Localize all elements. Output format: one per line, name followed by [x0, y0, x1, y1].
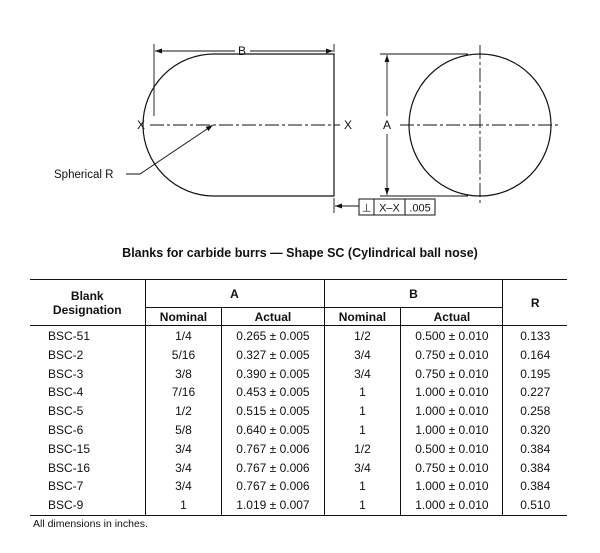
header-a-actual: Actual	[222, 308, 324, 326]
cell-r: 0.384	[503, 459, 567, 478]
dimension-b-label: B	[237, 44, 247, 58]
table-row	[30, 477, 567, 496]
header-b-nominal: Nominal	[324, 308, 401, 326]
table-title: Blanks for carbide burrs — Shape SC (Cylindrical ball nose)	[122, 246, 478, 260]
cell-b-actual: 1.000 ± 0.010	[401, 421, 503, 440]
cell-a-nominal: 7/16	[145, 383, 222, 402]
cell-b-actual: 0.750 ± 0.010	[401, 365, 503, 384]
cell-designation: BSC-2	[48, 347, 84, 362]
cell-b-actual: 0.500 ± 0.010	[401, 440, 503, 459]
cell-designation: BSC-7	[48, 479, 84, 494]
cell-r: 0.133	[503, 326, 567, 346]
cell-designation: BSC-4	[48, 385, 84, 400]
cell-b-nominal: 1/2	[324, 326, 401, 346]
cell-a-actual: 0.767 ± 0.006	[222, 477, 324, 496]
header-b-actual: Actual	[401, 308, 503, 326]
cell-r: 0.258	[503, 402, 567, 421]
table-row	[30, 402, 567, 421]
cell-a-nominal: 3/4	[145, 440, 222, 459]
table-row	[30, 459, 567, 478]
cell-b-nominal: 3/4	[324, 346, 401, 365]
blanks-table	[30, 279, 567, 516]
datum-reference: X–X	[379, 202, 400, 215]
cell-a-nominal: 5/8	[145, 421, 222, 440]
table-row	[30, 496, 567, 515]
cell-b-actual: 0.500 ± 0.010	[401, 326, 503, 346]
cell-a-actual: 0.767 ± 0.006	[222, 459, 324, 478]
cell-b-actual: 1.000 ± 0.010	[401, 383, 503, 402]
axis-label-right: X	[343, 118, 353, 132]
axis-label-left: X	[136, 118, 146, 132]
cell-a-nominal: 3/8	[145, 365, 222, 384]
header-designation: Designation	[52, 302, 122, 317]
table-row	[30, 440, 567, 459]
cell-b-nominal: 1/2	[324, 440, 401, 459]
cell-r: 0.384	[503, 477, 567, 496]
cell-b-nominal: 1	[324, 402, 401, 421]
cell-a-actual: 0.515 ± 0.005	[222, 402, 324, 421]
cell-designation: BSC-51	[48, 329, 91, 343]
tolerance-value: .005	[409, 202, 431, 215]
table-row	[30, 365, 567, 384]
cell-r: 0.320	[503, 421, 567, 440]
cell-a-actual: 0.265 ± 0.005	[222, 326, 324, 346]
cell-a-actual: 0.767 ± 0.006	[222, 440, 324, 459]
cell-b-nominal: 1	[324, 477, 401, 496]
table-body	[30, 326, 567, 516]
cell-a-nominal: 3/4	[145, 477, 222, 496]
cell-b-actual: 1.000 ± 0.010	[401, 496, 503, 515]
table-row	[30, 421, 567, 440]
cell-a-actual: 0.327 ± 0.005	[222, 346, 324, 365]
cell-a-nominal: 5/16	[145, 346, 222, 365]
cell-a-actual: 0.390 ± 0.005	[222, 365, 324, 384]
cell-b-actual: 1.000 ± 0.010	[401, 402, 503, 421]
cell-b-nominal: 1	[324, 496, 401, 515]
header-a: A	[145, 280, 324, 308]
cell-a-actual: 0.453 ± 0.005	[222, 383, 324, 402]
cell-a-nominal: 1	[145, 496, 222, 515]
cell-b-nominal: 1	[324, 383, 401, 402]
cell-r: 0.384	[503, 440, 567, 459]
cell-a-actual: 1.019 ± 0.007	[222, 496, 324, 515]
header-a-nominal: Nominal	[145, 308, 222, 326]
cell-b-nominal: 1	[324, 421, 401, 440]
cell-designation: BSC-16	[48, 460, 91, 475]
cell-b-nominal: 3/4	[324, 459, 401, 478]
footnote: All dimensions in inches.	[33, 518, 148, 530]
cell-a-nominal: 1/4	[145, 326, 222, 346]
header-blank-designation	[30, 280, 145, 326]
cell-r: 0.510	[503, 496, 567, 515]
cell-designation: BSC-5	[48, 404, 84, 419]
cell-designation: BSC-6	[48, 422, 84, 437]
cell-b-actual: 0.750 ± 0.010	[401, 459, 503, 478]
cell-r: 0.227	[503, 383, 567, 402]
table-row	[30, 346, 567, 365]
header-blank: Blank	[70, 288, 104, 303]
cell-b-actual: 0.750 ± 0.010	[401, 346, 503, 365]
spherical-radius-label: Spherical R	[54, 169, 114, 181]
perpendicularity-symbol: ⊥	[361, 202, 372, 215]
cell-a-nominal: 1/2	[145, 402, 222, 421]
cell-r: 0.195	[503, 365, 567, 384]
cell-designation: BSC-15	[48, 441, 91, 456]
cell-a-nominal: 3/4	[145, 459, 222, 478]
table-row	[30, 383, 567, 402]
cell-r: 0.164	[503, 346, 567, 365]
cell-designation: BSC-3	[48, 366, 84, 381]
cell-b-actual: 1.000 ± 0.010	[401, 477, 503, 496]
technical-drawing	[0, 0, 600, 240]
radius-leader	[126, 125, 213, 174]
dimension-a-label: A	[382, 118, 392, 132]
table-row	[30, 326, 567, 346]
cell-b-nominal: 3/4	[324, 365, 401, 384]
cell-designation: BSC-9	[48, 498, 84, 513]
header-b: B	[324, 280, 503, 308]
header-r: R	[503, 280, 567, 326]
cell-a-actual: 0.640 ± 0.005	[222, 421, 324, 440]
